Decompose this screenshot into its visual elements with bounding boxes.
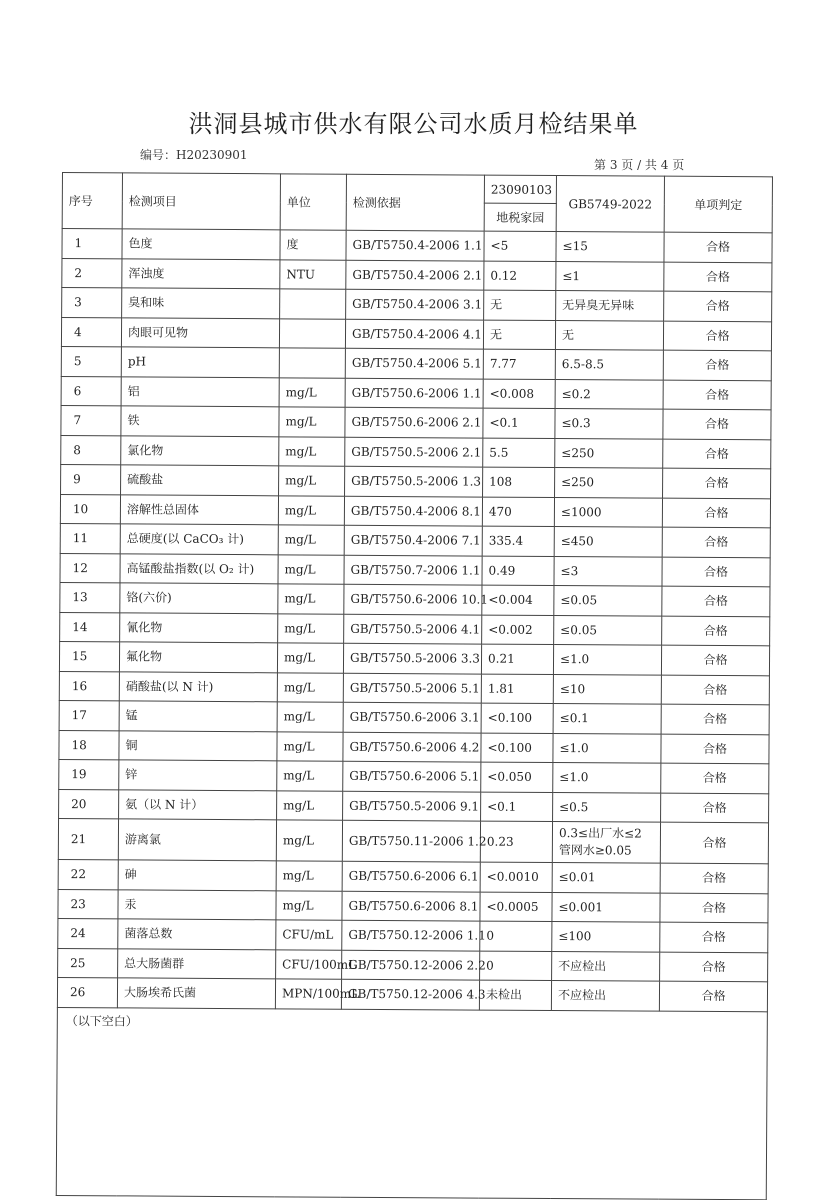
unit: mg/L xyxy=(276,820,342,861)
unit: mg/L xyxy=(277,643,343,673)
test-method: GB/T5750.5-2006 9.1 xyxy=(343,791,481,821)
test-method: GB/T5750.6-2006 8.1 xyxy=(342,891,480,921)
test-method: GB/T5750.4-2006 2.1 xyxy=(346,260,484,290)
unit: 度 xyxy=(280,230,346,260)
test-result: 0 xyxy=(480,921,552,951)
row-number: 23 xyxy=(58,889,118,919)
verdict: 合格 xyxy=(662,586,770,616)
page-indicator: 第 3 页 / 共 4 页 xyxy=(594,158,685,172)
test-item: 浑浊度 xyxy=(122,258,280,288)
test-method: GB/T5750.6-2006 2.1 xyxy=(345,407,483,437)
table-row xyxy=(61,405,771,439)
test-result: 1.81 xyxy=(481,674,553,704)
standard-limit: ≤15 xyxy=(556,232,664,262)
test-item: 锰 xyxy=(119,701,277,731)
unit: mg/L xyxy=(277,790,343,820)
test-result: 0 xyxy=(480,951,552,981)
results-table xyxy=(56,172,773,1200)
table-row xyxy=(58,859,768,893)
verdict: 合格 xyxy=(662,527,770,557)
test-result: 108 xyxy=(483,467,555,497)
table-body xyxy=(57,229,772,1012)
test-item: 总硬度(以 CaCO₃ 计) xyxy=(120,524,278,554)
standard-limit: ≤100 xyxy=(552,922,660,952)
header-item: 检测项目 xyxy=(122,173,280,230)
test-method: GB/T5750.6-2006 4.2 xyxy=(343,732,481,762)
standard-limit: ≤0.3 xyxy=(555,409,663,439)
verdict: 合格 xyxy=(663,350,771,380)
test-item: 铁 xyxy=(121,406,279,436)
test-item: 铝 xyxy=(121,376,279,406)
verdict: 合格 xyxy=(664,232,772,262)
test-method: GB/T5750.6-2006 1.1 xyxy=(345,378,483,408)
test-item: 硝酸盐(以 N 计) xyxy=(119,671,277,701)
header-no: 序号 xyxy=(62,173,122,229)
table-row xyxy=(59,789,769,823)
verdict: 合格 xyxy=(663,439,771,469)
test-method: GB/T5750.5-2006 4.1 xyxy=(344,614,482,644)
row-number: 24 xyxy=(58,918,118,948)
standard-limit: ≤0.5 xyxy=(553,792,661,822)
standard-limit: ≤1.0 xyxy=(553,763,661,793)
test-result: 5.5 xyxy=(483,438,555,468)
verdict: 合格 xyxy=(663,409,771,439)
test-method: GB/T5750.4-2006 8.1 xyxy=(344,496,482,526)
test-result: <0.0005 xyxy=(480,892,552,922)
row-number: 17 xyxy=(59,700,119,730)
row-number: 8 xyxy=(61,435,121,465)
table-row xyxy=(61,376,771,410)
test-item: 菌落总数 xyxy=(118,919,276,949)
table-row xyxy=(61,435,771,469)
unit: mg/L xyxy=(277,702,343,732)
header-verdict: 单项判定 xyxy=(664,176,772,233)
standard-limit: 不应检出 xyxy=(551,981,659,1011)
test-item: 游离氯 xyxy=(118,819,276,861)
table-row xyxy=(61,464,771,498)
test-method: GB/T5750.6-2006 6.1 xyxy=(342,861,480,891)
header-unit: 单位 xyxy=(280,174,346,230)
unit: mg/L xyxy=(277,672,343,702)
test-item: 硫酸盐 xyxy=(121,465,279,495)
standard-limit: 不应检出 xyxy=(552,951,660,981)
unit: mg/L xyxy=(278,525,344,555)
table-row xyxy=(59,671,769,705)
verdict: 合格 xyxy=(661,763,769,793)
test-method: GB/T5750.5-2006 1.3 xyxy=(345,466,483,496)
verdict: 合格 xyxy=(664,291,772,321)
test-result: <0.100 xyxy=(481,703,553,733)
test-method: GB/T5750.4-2006 4.1 xyxy=(345,319,483,349)
row-number: 22 xyxy=(58,859,118,889)
unit xyxy=(280,289,346,319)
row-number: 21 xyxy=(58,818,118,859)
test-method: GB/T5750.7-2006 1.1 xyxy=(344,555,482,585)
unit: mg/L xyxy=(278,554,344,584)
verdict: 合格 xyxy=(661,675,769,705)
test-result: <0.004 xyxy=(482,585,554,615)
verdict: 合格 xyxy=(663,380,771,410)
standard-limit: ≤0.01 xyxy=(552,863,660,893)
test-item: 铬(六价) xyxy=(120,583,278,613)
standard-limit: 6.5-8.5 xyxy=(555,350,663,380)
test-method: GB/T5750.12-2006 4.3 xyxy=(341,979,479,1009)
test-item: 高锰酸盐指数(以 O₂ 计) xyxy=(120,553,278,583)
unit: mg/L xyxy=(279,377,345,407)
standard-limit: ≤1000 xyxy=(554,497,662,527)
test-item: 大肠埃希氏菌 xyxy=(117,978,275,1008)
test-result: <0.050 xyxy=(481,762,553,792)
test-method: GB/T5750.4-2006 7.1 xyxy=(344,525,482,555)
header-standard: GB5749-2022 xyxy=(556,176,664,233)
document-number: 编号：H20230901 xyxy=(140,148,248,162)
test-result: 无 xyxy=(484,290,556,320)
standard-limit: ≤1.0 xyxy=(553,645,661,675)
row-number: 12 xyxy=(60,553,120,583)
standard-limit: ≤450 xyxy=(554,527,662,557)
test-method: GB/T5750.5-2006 5.1 xyxy=(343,673,481,703)
row-number: 16 xyxy=(59,671,119,701)
row-number: 7 xyxy=(61,405,121,435)
table-header xyxy=(62,173,772,233)
verdict: 合格 xyxy=(661,704,769,734)
row-number: 26 xyxy=(57,977,117,1007)
standard-limit: ≤250 xyxy=(555,468,663,498)
row-number: 25 xyxy=(58,948,118,978)
table-row xyxy=(57,977,767,1011)
test-result: <0.0010 xyxy=(480,862,552,892)
test-result: <0.100 xyxy=(481,733,553,763)
header-method: 检测依据 xyxy=(346,174,484,231)
verdict: 合格 xyxy=(661,645,769,675)
row-number: 2 xyxy=(62,258,122,288)
unit: mg/L xyxy=(276,861,342,891)
verdict: 合格 xyxy=(662,557,770,587)
test-result: <0.002 xyxy=(482,615,554,645)
verdict: 合格 xyxy=(661,734,769,764)
standard-limit: ≤3 xyxy=(554,556,662,586)
verdict: 合格 xyxy=(660,893,768,923)
test-result: 0.49 xyxy=(482,556,554,586)
table-row xyxy=(59,759,769,793)
results-sheet xyxy=(56,172,772,1200)
verdict: 合格 xyxy=(660,863,768,893)
standard-limit: 0.3≤出厂水≤2 管网水≥0.05 xyxy=(552,822,660,864)
unit: CFU/mL xyxy=(276,920,342,950)
test-result: 无 xyxy=(483,320,555,350)
header-sample-id: 23090103 xyxy=(484,175,556,203)
standard-limit: ≤1 xyxy=(556,261,664,291)
verdict: 合格 xyxy=(662,498,770,528)
footer-note: （以下空白） xyxy=(56,1007,767,1199)
test-result: <0.008 xyxy=(483,379,555,409)
table-row xyxy=(60,494,770,528)
table-row xyxy=(62,258,772,292)
test-item: 总大肠菌群 xyxy=(118,948,276,978)
unit: mg/L xyxy=(277,731,343,761)
test-method: GB/T5750.6-2006 3.1 xyxy=(343,702,481,732)
test-result: 7.77 xyxy=(483,349,555,379)
standard-limit: ≤0.05 xyxy=(554,586,662,616)
row-number: 3 xyxy=(62,288,122,318)
test-method: GB/T5750.12-2006 2.2 xyxy=(342,950,480,980)
standard-limit: ≤0.2 xyxy=(555,379,663,409)
verdict: 合格 xyxy=(662,616,770,646)
verdict: 合格 xyxy=(660,922,768,952)
row-number: 13 xyxy=(60,582,120,612)
row-number: 1 xyxy=(62,229,122,259)
verdict: 合格 xyxy=(660,952,768,982)
header-sample-site: 地税家园 xyxy=(484,203,556,231)
test-method: GB/T5750.4-2006 1.1 xyxy=(346,230,484,260)
row-number: 11 xyxy=(60,523,120,553)
table-row xyxy=(61,346,771,380)
test-result: 0.21 xyxy=(481,644,553,674)
unit: mg/L xyxy=(276,890,342,920)
unit xyxy=(279,318,345,348)
row-number: 14 xyxy=(60,612,120,642)
test-item: 臭和味 xyxy=(122,288,280,318)
table-row xyxy=(58,948,768,982)
test-method: GB/T5750.5-2006 3.3 xyxy=(343,643,481,673)
test-method: GB/T5750.5-2006 2.1 xyxy=(345,437,483,467)
row-number: 20 xyxy=(59,789,119,819)
standard-limit: 无异臭无异味 xyxy=(556,291,664,321)
test-result: 0.12 xyxy=(484,261,556,291)
table-row xyxy=(60,582,770,616)
test-method: GB/T5750.4-2006 5.1 xyxy=(345,348,483,378)
unit: mg/L xyxy=(279,436,345,466)
row-number: 4 xyxy=(61,317,121,347)
verdict: 合格 xyxy=(660,822,768,864)
standard-limit: ≤0.1 xyxy=(553,704,661,734)
unit: CFU/100mL xyxy=(276,949,342,979)
standard-limit: ≤10 xyxy=(553,674,661,704)
test-result: <5 xyxy=(484,231,556,261)
table-row xyxy=(58,918,768,952)
verdict: 合格 xyxy=(663,468,771,498)
test-result: 335.4 xyxy=(482,526,554,556)
table-row xyxy=(59,730,769,764)
table-row xyxy=(58,818,768,863)
table-row xyxy=(60,612,770,646)
unit: mg/L xyxy=(279,466,345,496)
test-item: 氟化物 xyxy=(119,642,277,672)
test-item: 肉眼可见物 xyxy=(121,317,279,347)
unit xyxy=(279,348,345,378)
verdict: 合格 xyxy=(663,321,771,351)
test-item: 溶解性总固体 xyxy=(120,494,278,524)
test-method: GB/T5750.4-2006 3.1 xyxy=(346,289,484,319)
unit: mg/L xyxy=(279,407,345,437)
test-method: GB/T5750.6-2006 5.1 xyxy=(343,761,481,791)
test-method: GB/T5750.11-2006 1.2 xyxy=(342,820,480,862)
row-number: 10 xyxy=(60,494,120,524)
unit: mg/L xyxy=(278,613,344,643)
standard-limit: ≤1.0 xyxy=(553,733,661,763)
standard-limit: ≤250 xyxy=(555,438,663,468)
unit: mg/L xyxy=(278,495,344,525)
test-item: 氰化物 xyxy=(120,612,278,642)
row-number: 6 xyxy=(61,376,121,406)
table-row xyxy=(62,229,772,263)
standard-limit: ≤0.001 xyxy=(552,892,660,922)
test-method: GB/T5750.6-2006 10.1 xyxy=(344,584,482,614)
test-item: 砷 xyxy=(118,860,276,890)
test-item: 铜 xyxy=(119,730,277,760)
test-item: 锌 xyxy=(119,760,277,790)
row-number: 18 xyxy=(59,730,119,760)
unit: mg/L xyxy=(277,761,343,791)
test-item: pH xyxy=(121,347,279,377)
table-row xyxy=(62,288,772,322)
unit: mg/L xyxy=(278,584,344,614)
row-number: 9 xyxy=(61,464,121,494)
test-item: 氨（以 N 计） xyxy=(119,789,277,819)
table-row xyxy=(60,553,770,587)
verdict: 合格 xyxy=(664,262,772,292)
standard-limit: ≤0.05 xyxy=(554,615,662,645)
test-item: 汞 xyxy=(118,889,276,919)
test-result: <0.1 xyxy=(481,792,553,822)
unit: MPN/100mL xyxy=(275,979,341,1009)
table-row xyxy=(60,523,770,557)
unit: NTU xyxy=(280,259,346,289)
verdict: 合格 xyxy=(659,981,767,1011)
test-item: 色度 xyxy=(122,229,280,259)
test-result: <0.1 xyxy=(483,408,555,438)
row-number: 19 xyxy=(59,759,119,789)
document-title: 洪洞县城市供水有限公司水质月检结果单 xyxy=(188,110,639,138)
standard-limit: 无 xyxy=(555,320,663,350)
table-row xyxy=(59,641,769,675)
table-row xyxy=(58,889,768,923)
test-method: GB/T5750.12-2006 1.1 xyxy=(342,920,480,950)
row-number: 15 xyxy=(59,641,119,671)
row-number: 5 xyxy=(61,346,121,376)
table-row xyxy=(61,317,771,351)
verdict: 合格 xyxy=(661,793,769,823)
test-result: 470 xyxy=(482,497,554,527)
test-item: 氯化物 xyxy=(121,435,279,465)
test-result: 未检出 xyxy=(479,980,551,1010)
test-result: 0.23 xyxy=(480,821,552,862)
table-row xyxy=(59,700,769,734)
